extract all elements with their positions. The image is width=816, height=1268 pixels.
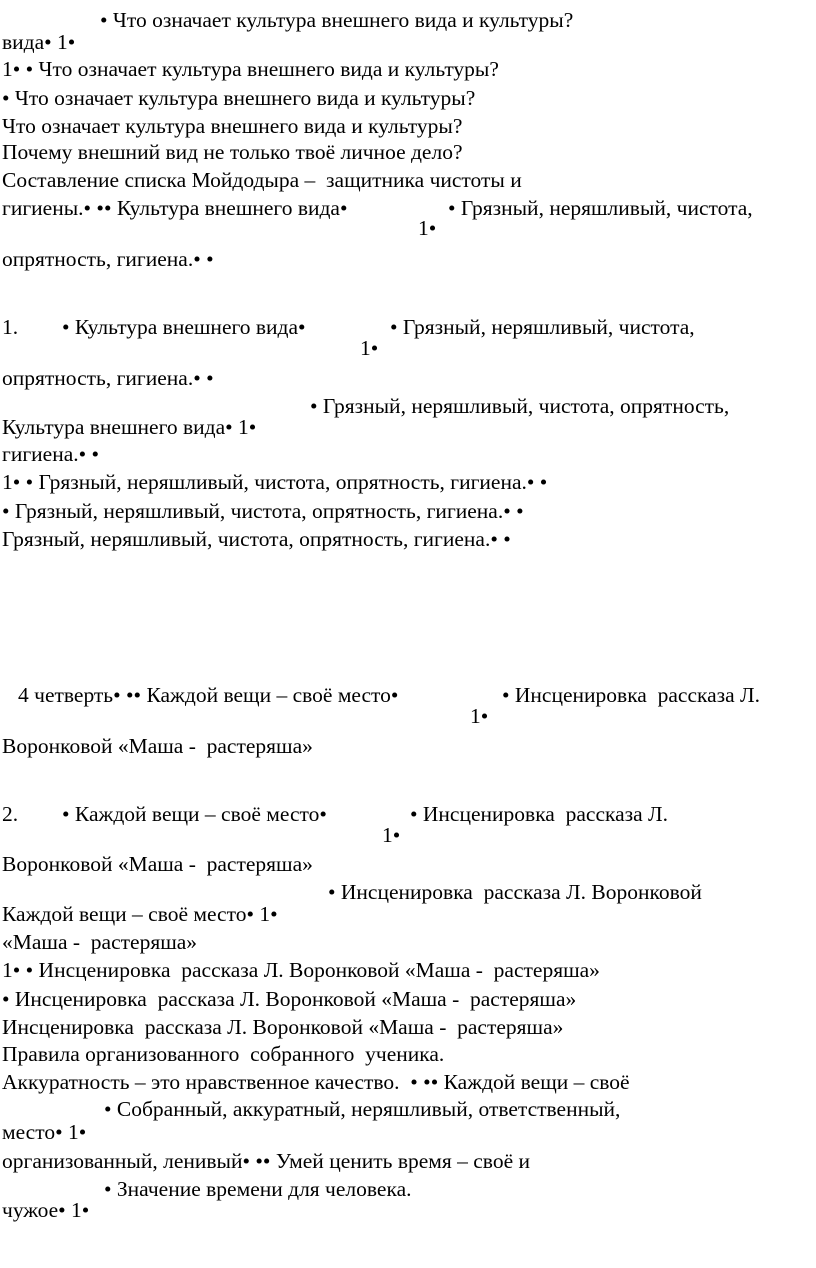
text-line: • Инсценировка рассказа Л.	[502, 683, 761, 707]
text-line: 4 четверть• •• Каждой вещи – своё место•	[18, 683, 399, 707]
text-line: • Культура внешнего вида•	[62, 315, 306, 339]
text-line: Воронковой «Маша - растеряша»	[2, 734, 313, 758]
text-line: Инсценировка рассказа Л. Воронковой «Маша - растеряша»	[2, 1015, 564, 1039]
text-line: • Инсценировка рассказа Л. Воронковой	[328, 880, 702, 904]
text-line: Воронковой «Маша - растеряша»	[2, 852, 313, 876]
text-line: 1• • Что означает культура внешнего вида и культуры?	[2, 57, 499, 81]
text-line: • Инсценировка рассказа Л. Воронковой «Маша - растеряша»	[2, 987, 577, 1011]
text-line: место• 1•	[2, 1120, 87, 1144]
text-line: • Значение времени для человека.	[104, 1177, 412, 1201]
text-line: опрятность, гигиена.• •	[2, 247, 214, 271]
text-line: гигиена.• •	[2, 442, 100, 466]
text-line: • Грязный, неряшливый, чистота, опрятность,	[310, 394, 730, 418]
text-line: Грязный, неряшливый, чистота, опрятность, гигиена.• •	[2, 527, 511, 551]
text-line: гигиены.• •• Культура внешнего вида•	[2, 196, 348, 220]
text-line: 1•	[470, 704, 489, 728]
text-line: вида• 1•	[2, 30, 76, 54]
text-line: 1• • Грязный, неряшливый, чистота, опрятность, гигиена.• •	[2, 470, 548, 494]
list-number: 2.	[2, 802, 19, 826]
text-line: чужое• 1•	[2, 1198, 90, 1222]
text-line: «Маша - растеряша»	[2, 930, 198, 954]
text-line: Почему внешний вид не только твоё личное дело?	[2, 140, 463, 164]
text-line: • Что означает культура внешнего вида и культуры?	[2, 86, 476, 110]
text-line: Каждой вещи – своё место• 1•	[2, 902, 278, 926]
text-line: 1•	[382, 823, 401, 847]
text-line: Что означает культура внешнего вида и культуры?	[2, 114, 463, 138]
text-line: 1•	[418, 216, 437, 240]
text-line: Культура внешнего вида• 1•	[2, 415, 257, 439]
text-line: • Каждой вещи – своё место•	[62, 802, 327, 826]
text-line: 1• • Инсценировка рассказа Л. Воронковой «Маша - растеряша»	[2, 958, 600, 982]
text-line: организованный, ленивый• •• Умей ценить время – своё и	[2, 1149, 530, 1173]
text-line: опрятность, гигиена.• •	[2, 366, 214, 390]
list-number: 1.	[2, 315, 19, 339]
text-line: 1•	[360, 336, 379, 360]
text-line: • Грязный, неряшливый, чистота,	[390, 315, 695, 339]
text-line: • Грязный, неряшливый, чистота,	[448, 196, 753, 220]
text-line: Составление списка Мойдодыра – защитника чистоты и	[2, 168, 522, 192]
text-line: Аккуратность – это нравственное качество. • •• Каждой вещи – своё	[2, 1070, 630, 1094]
text-line: • Грязный, неряшливый, чистота, опрятность, гигиена.• •	[2, 499, 524, 523]
text-line: • Собранный, аккуратный, неряшливый, ответственный,	[104, 1097, 621, 1121]
text-line: • Инсценировка рассказа Л.	[410, 802, 669, 826]
text-line: • Что означает культура внешнего вида и культуры?	[100, 8, 574, 32]
text-line: Правила организованного собранного ученика.	[2, 1042, 445, 1066]
